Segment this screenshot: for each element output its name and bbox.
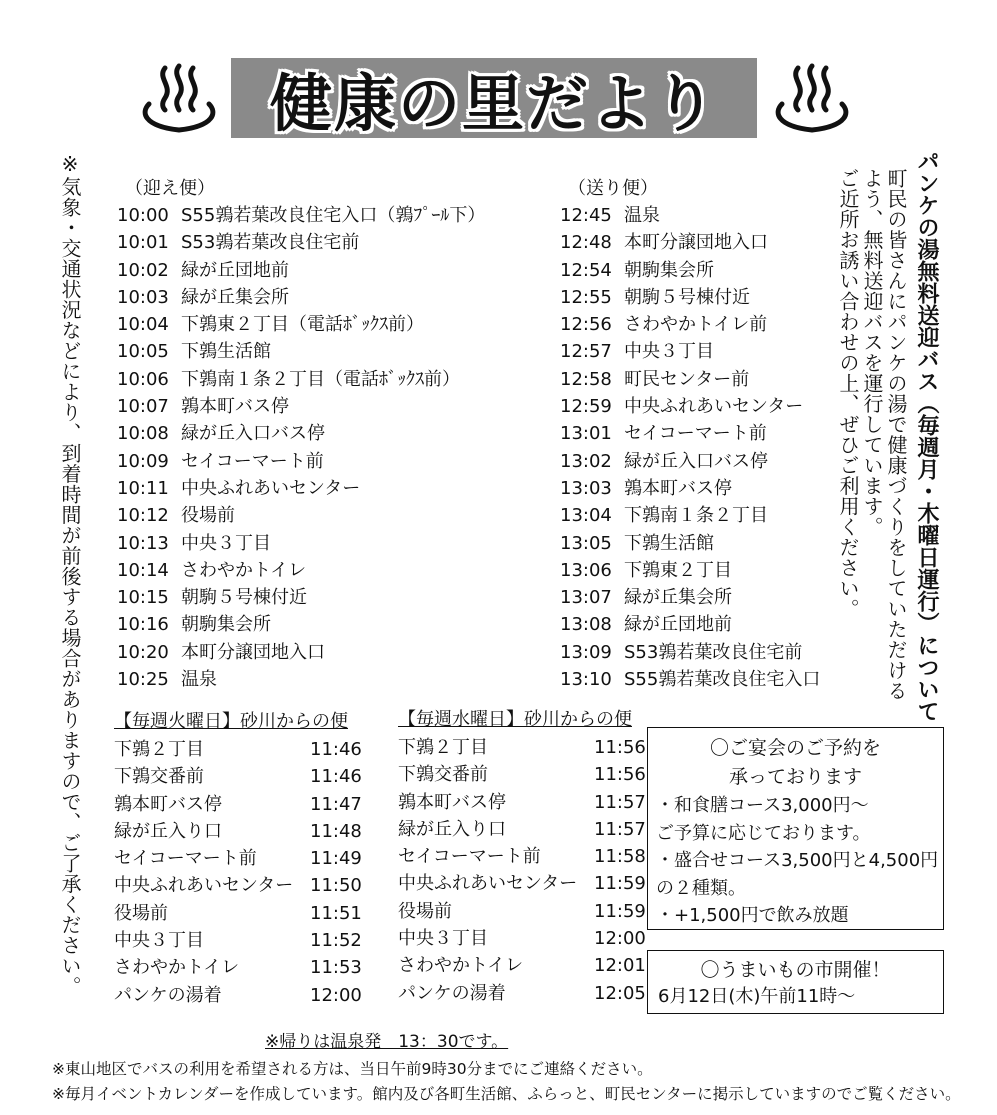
- banquet-line: ご予算に応じております。: [656, 822, 871, 844]
- stop: 鶉本町バス停: [624, 477, 732, 499]
- stop: 緑が丘入り口: [114, 820, 222, 842]
- schedule-row: [114, 900, 362, 927]
- stop: 下鶉東２丁目（電話ﾎﾞｯｸｽ前）: [181, 314, 424, 336]
- schedule-row: [114, 736, 362, 763]
- schedule-row: [117, 420, 485, 447]
- stop: 下鶉東２丁目: [624, 559, 732, 581]
- schedule-row: [117, 639, 485, 666]
- schedule-row: [117, 666, 485, 693]
- stop: 中央ふれあいセンター: [398, 873, 578, 895]
- time: 11:51: [310, 902, 362, 924]
- time: 11:48: [310, 820, 362, 842]
- time: 10:00: [117, 205, 169, 226]
- time: 10:04: [117, 314, 169, 336]
- time: 12:57: [560, 341, 612, 363]
- stop: S53鶉若葉改良住宅前: [181, 232, 360, 254]
- schedule-row: [114, 791, 362, 818]
- wednesday-schedule: [398, 706, 646, 1007]
- schedule-row: [117, 584, 485, 611]
- time: 12:00: [310, 984, 362, 1006]
- stop: 中央ふれあいセンター: [181, 477, 361, 499]
- time: 10:14: [117, 559, 169, 581]
- schedule-row: [398, 980, 646, 1007]
- schedule-row: [117, 611, 485, 638]
- page-title: 健康の里だより: [269, 66, 718, 140]
- time: 12:56: [560, 314, 612, 336]
- stop: S55鶉若葉改良住宅入口: [624, 669, 821, 691]
- time: 12:55: [560, 286, 612, 308]
- time: 11:56: [594, 764, 646, 786]
- stop: さわやかトイレ: [114, 957, 240, 979]
- time: 10:06: [117, 368, 169, 390]
- dropoff-header: （送り便）: [568, 178, 658, 199]
- schedule-row: [560, 311, 820, 338]
- title-banner: [231, 58, 757, 138]
- banquet-box: [647, 727, 944, 930]
- banquet-line: の２種類。: [656, 877, 746, 899]
- schedule-row: [114, 982, 362, 1009]
- pickup-header: （迎え便）: [125, 178, 215, 199]
- schedule-row: [117, 202, 485, 229]
- stop: 緑が丘団地前: [181, 259, 289, 281]
- time: 11:46: [310, 739, 362, 760]
- stop: 朝駒集会所: [181, 614, 271, 636]
- stop: セイコーマート前: [114, 848, 257, 870]
- left-caution-note: ※気象・交通状況などにより、到着時間が前後する場合がありますので、ご了承ください。: [58, 152, 82, 997]
- stop: 朝駒５号棟付近: [624, 286, 750, 308]
- tuesday-header: 【毎週火曜日】砂川からの便: [114, 711, 348, 732]
- time: 12:01: [594, 955, 646, 977]
- schedule-row: [560, 284, 820, 311]
- banquet-line: ・盛合せコース3,500円と4,500円: [656, 850, 939, 871]
- schedule-row: [398, 789, 646, 816]
- stop: 緑が丘団地前: [624, 614, 732, 636]
- stop: 下鶉生活館: [181, 341, 271, 363]
- stop: 中央ふれあいセンター: [624, 396, 804, 418]
- stop: 下鶉２丁目: [114, 739, 204, 760]
- stop: 下鶉南１条２丁目: [624, 505, 768, 527]
- stop: セイコーマート前: [398, 846, 541, 868]
- time: 11:52: [310, 930, 362, 952]
- schedule-row: [114, 763, 362, 790]
- time: 10:08: [117, 423, 169, 445]
- time: 11:53: [310, 957, 362, 979]
- time: 10:11: [117, 477, 169, 499]
- wednesday-header: 【毎週水曜日】砂川からの便: [398, 709, 632, 730]
- intro-line: ご近所お誘い合わせの上、ぜひご利用ください。: [836, 168, 860, 619]
- time: 10:03: [117, 286, 169, 308]
- schedule-row: [117, 502, 485, 529]
- schedule-row: [114, 872, 362, 899]
- stop: セイコーマート前: [624, 423, 767, 445]
- stop: 鶉本町バス停: [398, 791, 506, 813]
- stop: 緑が丘入口バス停: [624, 450, 768, 472]
- schedule-row: [114, 818, 362, 845]
- intro-title: パンケの湯無料送迎バス（毎週月・木曜日運行）について: [914, 150, 939, 722]
- time: 11:47: [310, 793, 362, 815]
- schedule-row: [560, 257, 820, 284]
- schedule-row: [560, 393, 820, 420]
- dropoff-schedule: [560, 176, 820, 693]
- schedule-row: [398, 898, 646, 925]
- time: 10:02: [117, 259, 169, 281]
- time: 13:10: [560, 669, 612, 691]
- time: 11:46: [310, 766, 362, 788]
- schedule-row: [560, 229, 820, 256]
- time: 10:25: [117, 669, 169, 691]
- schedule-row: [560, 666, 820, 693]
- schedule-row: [560, 502, 820, 529]
- schedule-row: [117, 530, 485, 557]
- stop: 役場前: [114, 902, 168, 924]
- intro-line: 町民の皆さんにパンケの湯で健康づくりをしていただける: [884, 168, 908, 701]
- market-date: 6月12日(木)午前11時～: [658, 986, 856, 1007]
- banquet-line: ・+1,500円で飲み放題: [656, 905, 849, 926]
- schedule-row: [560, 557, 820, 584]
- market-title: 〇うまいもの市開催！: [700, 959, 891, 981]
- schedule-row: [560, 584, 820, 611]
- time: 11:59: [594, 873, 646, 895]
- intro-line: よう、無料送迎バスを運行しています。: [860, 168, 884, 537]
- schedule-row: [560, 338, 820, 365]
- time: 10:09: [117, 450, 169, 472]
- time: 13:01: [560, 423, 612, 445]
- schedule-row: [560, 530, 820, 557]
- stop: 中央３丁目: [114, 930, 204, 952]
- time: 11:49: [310, 848, 362, 870]
- stop: 下鶉交番前: [114, 766, 204, 788]
- stop: 役場前: [181, 505, 235, 527]
- time: 12:58: [560, 368, 612, 390]
- footer-note: ※毎月イベントカレンダーを作成しています。館内及び各町生活館、ふらっと、町民センターに掲示していますのでご覧ください。: [52, 1085, 961, 1103]
- stop: 緑が丘入口バス停: [181, 423, 325, 445]
- stop: 中央３丁目: [398, 928, 488, 950]
- schedule-row: [560, 448, 820, 475]
- schedule-row: [117, 311, 485, 338]
- stop: さわやかトイレ前: [624, 314, 768, 336]
- time: 13:04: [560, 505, 612, 527]
- schedule-row: [398, 761, 646, 788]
- footer-note: ※東山地区でバスの利用を希望される方は、当日午前9時30分までにご連絡ください。: [52, 1060, 653, 1078]
- time: 12:48: [560, 232, 612, 254]
- stop: 下鶉南１条２丁目（電話ﾎﾞｯｸｽ前）: [181, 368, 460, 390]
- stop: 下鶉交番前: [398, 764, 488, 786]
- time: 10:07: [117, 396, 169, 418]
- schedule-row: [560, 639, 820, 666]
- schedule-row: [114, 845, 362, 872]
- return-note: ※帰りは温泉発 13：30です。: [265, 1032, 509, 1052]
- time: 10:05: [117, 341, 169, 363]
- banquet-line: ・和食膳コース3,000円～: [656, 795, 869, 816]
- time: 13:05: [560, 532, 612, 554]
- stop: 緑が丘入り口: [398, 818, 506, 840]
- pickup-schedule: [117, 176, 485, 693]
- schedule-row: [117, 229, 485, 256]
- banquet-title-1: 〇ご宴会のご予約を: [709, 737, 881, 759]
- onsen-left-icon: [137, 60, 221, 138]
- time: 11:57: [594, 818, 646, 840]
- schedule-row: [117, 448, 485, 475]
- schedule-row: [114, 927, 362, 954]
- stop: 役場前: [398, 900, 452, 922]
- stop: 緑が丘集会所: [624, 587, 732, 609]
- schedule-row: [117, 284, 485, 311]
- stop: 下鶉生活館: [624, 532, 714, 554]
- tuesday-schedule: [114, 708, 362, 1009]
- schedule-row: [117, 475, 485, 502]
- stop: 下鶉２丁目: [398, 737, 488, 758]
- time: 11:58: [594, 846, 646, 868]
- stop: 中央３丁目: [181, 532, 271, 554]
- stop: 緑が丘集会所: [181, 286, 289, 308]
- intro-body: [836, 168, 908, 701]
- schedule-row: [117, 257, 485, 284]
- schedule-row: [398, 952, 646, 979]
- schedule-row: [560, 420, 820, 447]
- stop: パンケの湯着: [398, 982, 506, 1004]
- time: 10:12: [117, 505, 169, 527]
- time: 10:16: [117, 614, 169, 636]
- stop: さわやかトイレ: [398, 955, 524, 977]
- stop: 本町分譲団地入口: [624, 232, 768, 254]
- time: 10:13: [117, 532, 169, 554]
- banquet-title-2: 承っております: [728, 766, 862, 788]
- schedule-row: [117, 338, 485, 365]
- stop: 温泉: [624, 205, 660, 226]
- time: 11:50: [310, 875, 362, 897]
- time: 13:07: [560, 587, 612, 609]
- time: 12:59: [560, 396, 612, 418]
- stop: 温泉: [181, 669, 217, 691]
- stop: S53鶉若葉改良住宅前: [624, 641, 803, 663]
- stop: パンケの湯着: [114, 984, 222, 1006]
- schedule-row: [560, 475, 820, 502]
- time: 10:15: [117, 587, 169, 609]
- time: 12:05: [594, 982, 646, 1004]
- stop: 朝駒５号棟付近: [181, 587, 307, 609]
- time: 13:06: [560, 559, 612, 581]
- time: 10:20: [117, 641, 169, 663]
- stop: 中央３丁目: [624, 341, 714, 363]
- stop: 中央ふれあいセンター: [114, 875, 294, 897]
- time: 13:02: [560, 450, 612, 472]
- stop: 本町分譲団地入口: [181, 641, 325, 663]
- time: 11:57: [594, 791, 646, 813]
- time: 12:54: [560, 259, 612, 281]
- schedule-row: [560, 366, 820, 393]
- stop: 朝駒集会所: [624, 259, 714, 281]
- schedule-row: [398, 870, 646, 897]
- time: 10:01: [117, 232, 169, 254]
- market-box: [647, 950, 944, 1014]
- time: 11:59: [594, 900, 646, 922]
- time: 13:09: [560, 641, 612, 663]
- time: 12:45: [560, 205, 612, 226]
- schedule-row: [560, 611, 820, 638]
- time: 12:00: [594, 928, 646, 950]
- stop: S55鶉若葉改良住宅入口（鶉ﾌﾟｰﾙ下）: [181, 205, 486, 226]
- time: 11:56: [594, 737, 646, 758]
- schedule-row: [114, 954, 362, 981]
- schedule-row: [560, 202, 820, 229]
- schedule-row: [398, 734, 646, 761]
- stop: セイコーマート前: [181, 450, 324, 472]
- stop: 鶉本町バス停: [181, 396, 289, 418]
- schedule-row: [117, 366, 485, 393]
- stop: さわやかトイレ: [181, 559, 307, 581]
- schedule-row: [398, 925, 646, 952]
- schedule-row: [398, 843, 646, 870]
- schedule-row: [117, 393, 485, 420]
- schedule-row: [117, 557, 485, 584]
- schedule-row: [398, 816, 646, 843]
- time: 13:03: [560, 477, 612, 499]
- onsen-right-icon: [770, 60, 854, 138]
- time: 13:08: [560, 614, 612, 636]
- stop: 鶉本町バス停: [114, 793, 222, 815]
- stop: 町民センター前: [624, 368, 750, 390]
